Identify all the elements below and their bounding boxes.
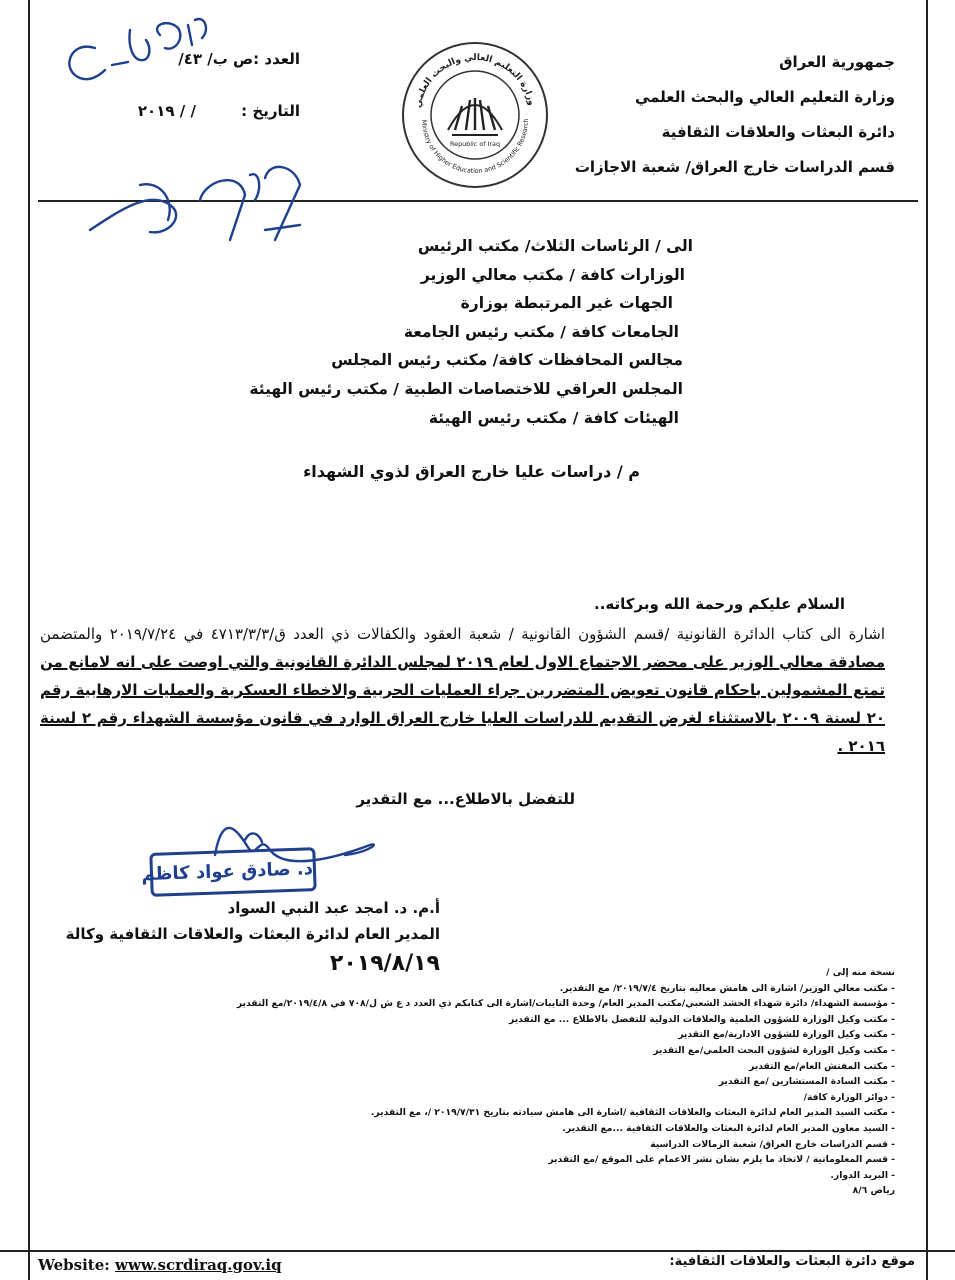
copy-item: - قسم الدراسات خارج العراق/ شعبة الزمالات الدراسية bbox=[650, 1138, 895, 1150]
greeting: السلام عليكم ورحمة الله وبركاته.. bbox=[594, 595, 845, 613]
logo-arabic-text: وزارة التعليم العالي والبحث العلمي bbox=[413, 52, 537, 109]
closing-line: للتفضل بالاطلاع... مع التقدير bbox=[356, 790, 575, 808]
reference-block bbox=[60, 50, 300, 120]
recipient-line: الجهات غير المرتبطة بوزارة bbox=[460, 294, 673, 313]
date-label: التاريخ : bbox=[241, 102, 300, 120]
letter-body bbox=[40, 620, 885, 760]
logo-emblem-icon bbox=[448, 98, 502, 135]
signature-date: ٢٠١٩/٨/١٩ bbox=[329, 951, 440, 976]
website-link[interactable]: www.scrdiraq.gov.iq bbox=[115, 1256, 282, 1274]
copy-item: - مكتب وكيل الوزارة للشؤون الادارية/مع التقدير bbox=[678, 1029, 895, 1041]
copy-item: - مؤسسة الشهداء/ دائرة شهداء الحشد الشعبي/مكتب المدير العام/ وحدة التايبات/اشارة الى كتابكم ذي العدد د ع ش ل/٧٠٨ في ٢٠١٩/٤/٨/مع التقدير bbox=[236, 998, 895, 1010]
recipient-line: الى / الرئاسات الثلاث/ مكتب الرئيس bbox=[417, 237, 693, 255]
footer-website bbox=[38, 1256, 282, 1274]
signature-stamp: د. صادق عواد كاظم bbox=[149, 847, 316, 897]
logo-republic-text: Republic of Iraq bbox=[449, 140, 501, 148]
reference-number: العدد :ص ب/ ٤٣/ bbox=[178, 50, 300, 68]
recipient-line: الوزارات كافة / مكتب معالي الوزير bbox=[420, 265, 685, 284]
copy-item: - مكتب السادة المستشارين /مع التقدير bbox=[718, 1076, 895, 1088]
signer-name: أ.م. د. امجد عبد النبي السواد bbox=[227, 899, 440, 917]
copy-item: - مكتب المفتش العام/مع التقدير bbox=[749, 1060, 895, 1072]
ministry-logo bbox=[400, 40, 550, 190]
body-highlighted: مصادقة معالي الوزير على محضر الاجتماع الاول لعام ٢٠١٩ لمجلس الدائرة القانونية والتي اوصت على انه لامانع من تمتع المشمولين باحكام قانون تعويض المتضررين جراء العمليات الحربية والاخطاء العسكرية والعمليات الارهابية رقم ٢٠ لسنة ٢٠٠٩ بالاستثناء لغرض التقديم للدراسات العليا خارج العراق الوارد في قانون مؤسسة الشهداء رقم ٢ لسنة ٢٠١٦ . bbox=[40, 653, 885, 755]
recipient-line: المجلس العراقي للاختصاصات الطبية / مكتب رئيس الهيئة bbox=[249, 379, 683, 398]
recipient-line: الجامعات كافة / مكتب رئيس الجامعة bbox=[403, 322, 679, 341]
recipient-line: مجالس المحافظات كافة/ مكتب رئيس المجلس bbox=[331, 351, 683, 370]
org-line: وزارة التعليم العالي والبحث العلمي bbox=[634, 88, 895, 106]
copy-item: - دوائر الوزارة كافة/ bbox=[803, 1091, 895, 1103]
signer-title: المدير العام لدائرة البعثات والعلاقات الثقافية وكالة bbox=[65, 925, 440, 943]
recipient-line: الهيئات كافة / مكتب رئيس الهيئة bbox=[428, 408, 679, 427]
letterhead-organization bbox=[565, 45, 895, 185]
page-border-left bbox=[28, 0, 30, 1280]
date-value: / / ٢٠١٩ bbox=[137, 102, 196, 120]
body-intro: اشارة الى كتاب الدائرة القانونية /قسم الشؤون القانونية / شعبة العقود والكفالات ذي العدد ق/٤٧١٣/٣/٣ في ٢٠١٩/٧/٢٤ والمتضمن bbox=[40, 625, 885, 643]
copy-item: رياض ٨/٦ bbox=[852, 1185, 895, 1197]
org-line: دائرة البعثات والعلاقات الثقافية bbox=[661, 123, 895, 141]
copy-item: - مكتب معالي الوزير/ اشارة الى هامش معاليه بتاريخ ٢٠١٩/٧/٤/ مع التقدير. bbox=[559, 982, 895, 994]
org-line: قسم الدراسات خارج العراق/ شعبة الاجازات bbox=[574, 158, 895, 176]
copy-item: نسخة منه إلى / bbox=[826, 967, 895, 978]
copy-item: - مكتب وكيل الوزارة للشؤون العلمية والعلاقات الدولية للتفضل بالاطلاع ... مع التقدير bbox=[509, 1013, 895, 1025]
footer-site-label: موقع دائرة البعثات والعلاقات الثقافية: bbox=[669, 1254, 915, 1269]
subject-line: م / دراسات عليا خارج العراق لذوي الشهداء bbox=[303, 462, 640, 481]
recipients-block bbox=[233, 232, 693, 432]
copy-item: - مكتب وكيل الوزارة لشؤون البحث العلمي/مع التقدير bbox=[653, 1044, 895, 1056]
copy-item: - مكتب السيد المدير العام لدائرة البعثات والعلاقات الثقافية /اشارة الى هامش سيادته بتاريخ ٢٠١٩/٧/٣١ /، مع التقدير. bbox=[370, 1107, 895, 1119]
copy-item: - السيد معاون المدير العام لدائرة البعثات والعلاقات الثقافية ...مع التقدير. bbox=[562, 1122, 895, 1134]
footer-divider bbox=[0, 1250, 955, 1252]
copy-item: - قسم المعلوماتية / لاتخاذ ما يلزم بشان نشر الاعمام على الموقع /مع التقدير bbox=[548, 1154, 895, 1166]
handwritten-number-middle bbox=[90, 167, 300, 240]
date-line bbox=[60, 102, 300, 120]
page-border-right bbox=[926, 0, 928, 1280]
copy-item: - البريد الدوار. bbox=[830, 1169, 895, 1181]
copies-list bbox=[135, 965, 895, 1199]
header-divider bbox=[38, 200, 918, 202]
logo-english-text: Ministry of Higher Education and Scientific Research bbox=[419, 118, 531, 176]
website-label: Website: bbox=[38, 1256, 110, 1274]
org-line: جمهورية العراق bbox=[779, 53, 895, 71]
